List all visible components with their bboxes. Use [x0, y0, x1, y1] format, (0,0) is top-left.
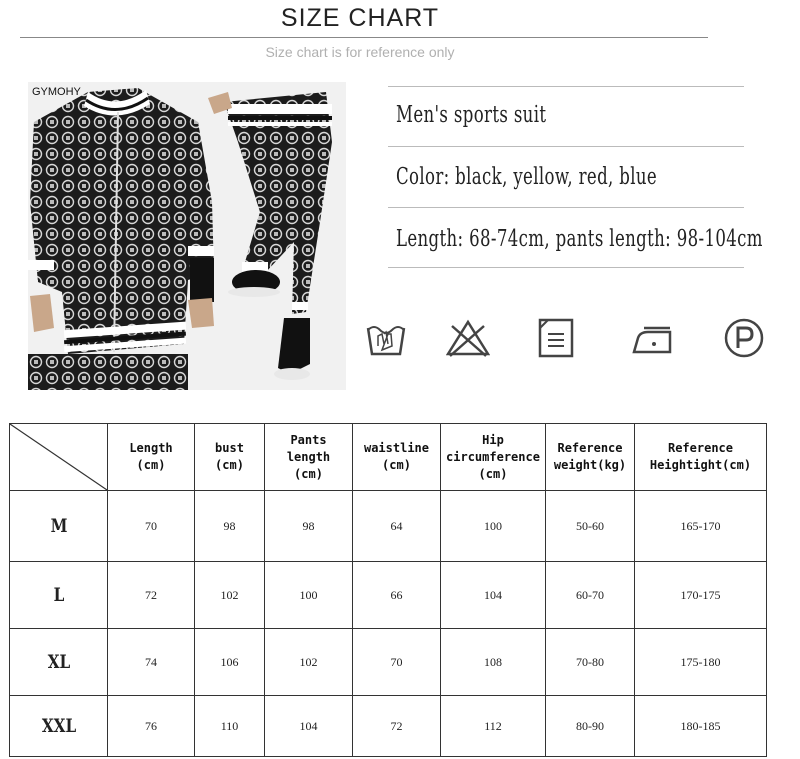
title-divider: [20, 37, 708, 38]
column-header: Pants length (cm): [265, 424, 353, 491]
table-cell: 64: [353, 491, 441, 562]
table-cell: 98: [265, 491, 353, 562]
table-cell: 74: [108, 629, 195, 696]
table-cell: 70: [353, 629, 441, 696]
info-divider: [388, 86, 744, 87]
product-colors: Color: black, yellow, red, blue: [396, 164, 658, 190]
table-cell: 170-175: [635, 562, 767, 629]
page-subtitle: Size chart is for reference only: [265, 44, 455, 60]
table-cell: 108: [441, 629, 546, 696]
page-title: SIZE CHART: [280, 4, 440, 32]
table-header-row: [10, 424, 767, 491]
column-header: Reference weight(kg): [546, 424, 635, 491]
no-bleach-icon: [446, 316, 490, 360]
low-iron-icon: [630, 316, 674, 360]
table-cell: 98: [195, 491, 265, 562]
size-table: [9, 423, 767, 757]
table-cell: 110: [195, 696, 265, 757]
column-header: bust (cm): [195, 424, 265, 491]
corner-cell: [10, 424, 108, 491]
size-label: L: [19, 562, 97, 629]
table-cell: 104: [441, 562, 546, 629]
table-cell: 76: [108, 696, 195, 757]
table-cell: 70-80: [546, 629, 635, 696]
size-label: XL: [19, 629, 97, 696]
product-lengths: Length: 68-74cm, pants length: 98-104cm: [396, 226, 763, 252]
brand-watermark: GYMOHY: [32, 86, 81, 98]
table-cell: 112: [441, 696, 546, 757]
column-header: Reference Heightight(cm): [635, 424, 767, 491]
table-cell: 106: [195, 629, 265, 696]
dry-clean-p-icon: [722, 316, 766, 360]
table-cell: 102: [265, 629, 353, 696]
hand-wash-icon: [364, 316, 408, 360]
table-row: [10, 696, 767, 757]
table-cell: 72: [108, 562, 195, 629]
table-cell: 80-90: [546, 696, 635, 757]
tumble-dry-icon: [534, 316, 578, 360]
table-row: [10, 629, 767, 696]
table-row: [10, 562, 767, 629]
table-cell: 100: [441, 491, 546, 562]
table-cell: 100: [265, 562, 353, 629]
table-cell: 104: [265, 696, 353, 757]
table-row: [10, 491, 767, 562]
table-cell: 72: [353, 696, 441, 757]
info-divider: [388, 146, 744, 147]
column-header: Hip circumference (cm): [441, 424, 546, 491]
table-cell: 60-70: [546, 562, 635, 629]
info-divider: [388, 267, 744, 268]
table-cell: 70: [108, 491, 195, 562]
column-header: Length (cm): [108, 424, 195, 491]
table-cell: 175-180: [635, 629, 767, 696]
table-cell: 180-185: [635, 696, 767, 757]
table-cell: 165-170: [635, 491, 767, 562]
column-header: waistline (cm): [353, 424, 441, 491]
table-cell: 50-60: [546, 491, 635, 562]
table-cell: 102: [195, 562, 265, 629]
size-label: M: [19, 491, 97, 562]
table-cell: 66: [353, 562, 441, 629]
info-divider: [388, 207, 744, 208]
size-label: XXL: [19, 696, 97, 757]
product-photo: [28, 82, 346, 390]
product-name: Men's sports suit: [396, 102, 547, 128]
